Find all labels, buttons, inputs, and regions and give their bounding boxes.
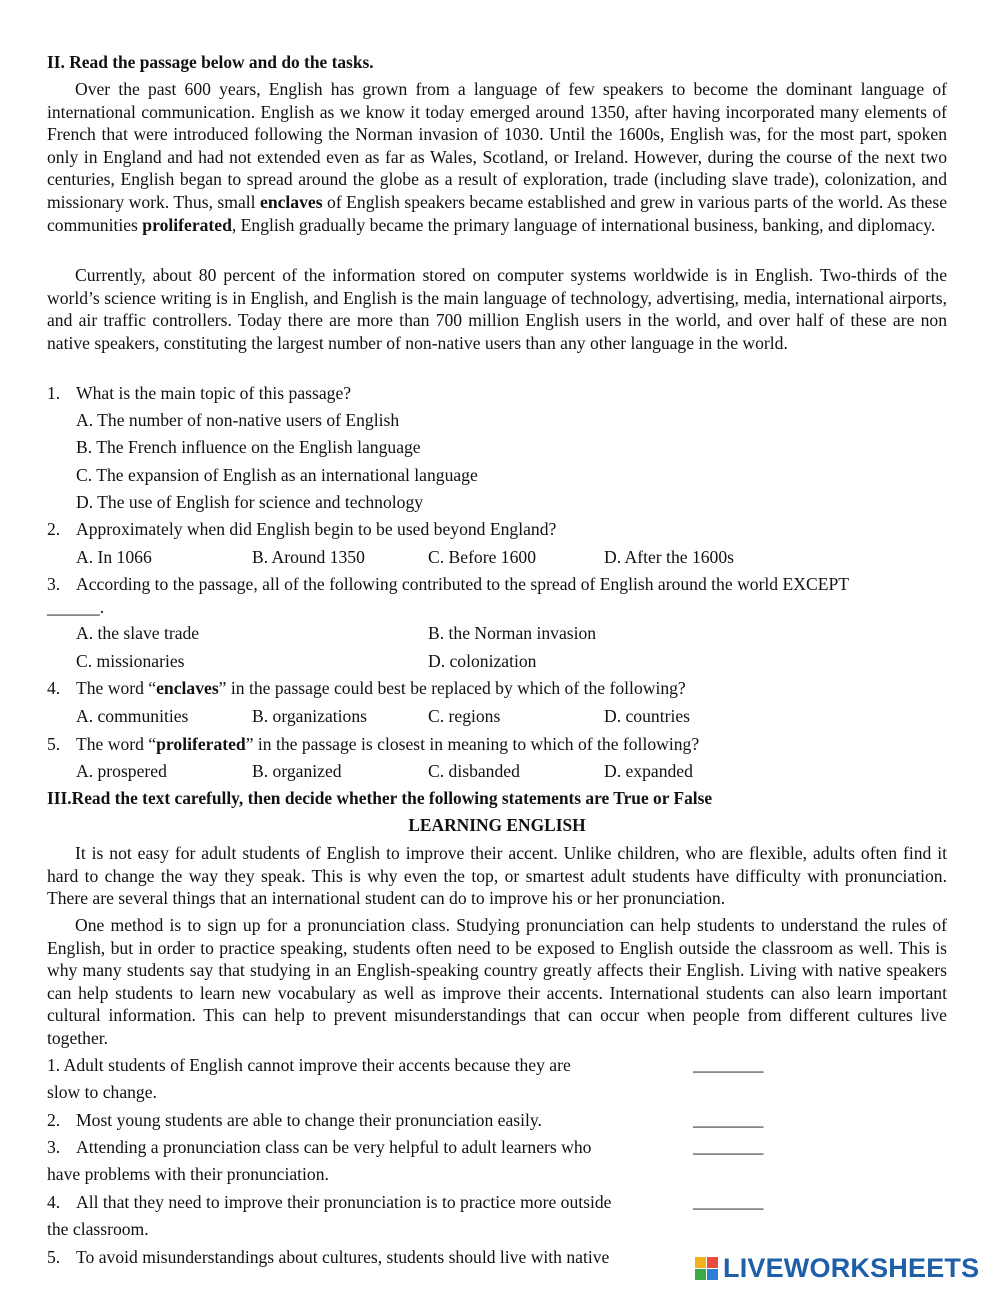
question-4-stem [76,677,686,699]
question-3-number: 3. [47,574,61,594]
question-5-option-c[interactable]: C. disbanded [428,761,520,781]
statement-3-line-2: have problems with their pronunciation. [47,1164,329,1184]
question-1-option-c[interactable]: C. The expansion of English as an international language [76,465,478,485]
question-2-number: 2. [47,519,61,539]
p1-text-b: of English speakers became established and grew in various parts of the world. As these communities [47,191,947,235]
liveworksheets-logo[interactable] [695,1253,979,1284]
question-2-option-a[interactable]: A. In 1066 [76,547,152,567]
statement-4-line-1: All that they need to improve their pronunciation is to practice more outside [76,1192,612,1212]
reading-paragraph-1: It is not easy for adult students of English to improve their accent. Unlike children, who are flexible, adults often find it hard to change the way they speak. This is why even the top, or smartest adult students have difficulty with pronunciation. There are several things that an international student can do to improve his or her pronunciation. [47,843,947,909]
question-2-option-b[interactable]: B. Around 1350 [252,547,365,567]
question-2-option-d[interactable]: D. After the 1600s [604,547,734,567]
p1-bold-proliferated: proliferated [142,214,232,235]
question-3-option-d[interactable]: D. colonization [428,651,537,671]
question-4-option-d[interactable]: D. countries [604,706,690,726]
question-5-option-b[interactable]: B. organized [252,761,342,781]
statement-1-answer-blank[interactable]: ________ [693,1054,764,1074]
reading-paragraph-2: One method is to sign up for a pronunciation class. Studying pronunciation can help students to understand the rules of English, but in order to practice speaking, students often need to be exposed to English outside the classroom as well. This is why many students say that studying in an English-speaking country greatly affects their English. Living with native speakers can help students to learn new vocabulary as well as improve their accents. International students can also learn important cultural information. This can help to prevent misunderstandings that can occur when people from different cultures live together. [47,915,947,1048]
statement-2-line-1: Most young students are able to change their pronunciation easily. [76,1110,542,1130]
question-3-blank[interactable]: ______. [47,597,105,617]
q5-stem-bold: proliferated [156,734,246,754]
statement-4-answer-blank[interactable]: ________ [693,1191,764,1211]
logo-text: LIVEWORKSHEETS [723,1253,980,1283]
passage-paragraph-2: Currently, about 80 percent of the information stored on computer systems worldwide is in English. Two-thirds of the world’s science writing is in English, and English is the main language of technology, advertising, media, international airports, and air traffic controllers. Today there are more than 700 million English users in the world, and over half of these are non native speakers, constituting the largest number of non-native users than any other language in the world. [47,265,947,353]
question-3-stem: According to the passage, all of the following contributed to the spread of English around the world EXCEPT [76,574,849,594]
question-4-option-b[interactable]: B. organizations [252,706,367,726]
question-5-stem [76,733,699,755]
statement-2-answer-blank[interactable]: ________ [693,1109,764,1129]
question-3-option-c[interactable]: C. missionaries [76,651,185,671]
statement-5-number: 5. [47,1247,61,1267]
statement-1-line-2: slow to change. [47,1082,157,1102]
statement-1-line-1: 1. Adult students of English cannot improve their accents because they are [47,1055,571,1075]
question-5-number: 5. [47,734,61,754]
question-1-stem: What is the main topic of this passage? [76,383,352,403]
p1-text-c: , English gradually became the primary language of international business, banking, and diplomacy. [231,214,936,235]
question-1-option-d[interactable]: D. The use of English for science and technology [76,492,424,512]
question-2-stem: Approximately when did English begin to be used beyond England? [76,519,557,539]
question-3-option-a[interactable]: A. the slave trade [76,623,200,643]
question-1-option-a[interactable]: A. The number of non-native users of English [76,410,400,430]
section-2-heading: II. Read the passage below and do the tasks. [47,52,374,72]
q4-stem-bold: enclaves [156,678,219,698]
q4-stem-pre: The word “ [76,678,157,698]
statement-3-number: 3. [47,1137,61,1157]
logo-blocks-icon [695,1257,718,1280]
question-3-option-b[interactable]: B. the Norman invasion [428,623,597,643]
question-4-option-c[interactable]: C. regions [428,706,501,726]
question-1-number: 1. [47,383,61,403]
q5-stem-post: ” in the passage is closest in meaning to which of the following? [245,734,700,754]
statement-3-line-1: Attending a pronunciation class can be very helpful to adult learners who [76,1137,592,1157]
p1-bold-enclaves: enclaves [260,191,323,212]
question-4-option-a[interactable]: A. communities [76,706,189,726]
reading-title: LEARNING ENGLISH [408,815,586,835]
passage-paragraph-1 [47,78,947,236]
question-5-option-d[interactable]: D. expanded [604,761,693,781]
p1-text-a: Over the past 600 years, English has grown from a language of few speakers to become the dominant language of international communication. English as we know it today emerged around 1350, after having incorporated many elements of French that were introduced following the Norman invasion of 1030. Until the 1600s, English was, for the most part, spoken only in England and had not extended even as far as Wales, Scotland, or Ireland. However, during the course of the next two centuries, English began to spread around the globe as a result of exploration, trade (including slave trade), colonization, and missionary work. Thus, small [47,79,947,212]
question-4-number: 4. [47,678,61,698]
question-1-option-b[interactable]: B. The French influence on the English language [76,437,421,457]
statement-4-number: 4. [47,1192,61,1212]
statement-2-number: 2. [47,1110,61,1130]
statement-3-answer-blank[interactable]: ________ [693,1136,764,1156]
question-2-option-c[interactable]: C. Before 1600 [428,547,536,567]
statement-4-line-2: the classroom. [47,1219,149,1239]
section-3-heading: III.Read the text carefully, then decide whether the following statements are True or False [47,788,713,808]
q5-stem-pre: The word “ [76,734,157,754]
q4-stem-post: ” in the passage could best be replaced by which of the following? [218,678,686,698]
question-5-option-a[interactable]: A. prospered [76,761,167,781]
statement-5-line-1: To avoid misunderstandings about cultures, students should live with native [76,1247,610,1267]
